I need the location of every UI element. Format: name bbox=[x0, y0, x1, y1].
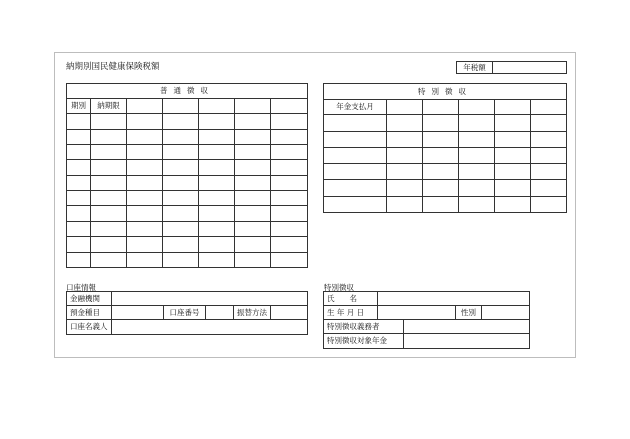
special-cell[interactable] bbox=[495, 180, 531, 196]
ordinary-cell[interactable] bbox=[127, 114, 163, 129]
special-cell[interactable] bbox=[459, 115, 495, 131]
ordinary-cell[interactable] bbox=[199, 237, 235, 252]
name-label: 氏 名 bbox=[324, 292, 378, 306]
special-row bbox=[324, 115, 567, 131]
ordinary-row bbox=[67, 160, 308, 175]
ordinary-cell[interactable] bbox=[67, 221, 91, 236]
special-cell[interactable] bbox=[324, 131, 387, 147]
special-cell[interactable] bbox=[324, 147, 387, 163]
ordinary-row bbox=[67, 175, 308, 190]
sex-label: 性別 bbox=[456, 306, 482, 320]
ordinary-cell[interactable] bbox=[235, 221, 271, 236]
ordinary-cell[interactable] bbox=[163, 206, 199, 221]
special-row bbox=[324, 147, 567, 163]
ordinary-cell[interactable] bbox=[235, 129, 271, 144]
special-cell[interactable] bbox=[324, 196, 387, 212]
special-header-cell bbox=[387, 99, 423, 115]
special-cell[interactable] bbox=[531, 180, 567, 196]
special-cell[interactable] bbox=[423, 147, 459, 163]
account-number-label: 口座番号 bbox=[164, 306, 206, 320]
annual-tax-value[interactable] bbox=[493, 62, 567, 74]
ordinary-cell[interactable] bbox=[235, 144, 271, 159]
dob-label: 生 年 月 日 bbox=[324, 306, 378, 320]
ordinary-cell[interactable] bbox=[199, 114, 235, 129]
ordinary-row bbox=[67, 129, 308, 144]
ordinary-cell[interactable] bbox=[127, 129, 163, 144]
ordinary-cell[interactable] bbox=[127, 206, 163, 221]
special-header-row bbox=[324, 99, 567, 115]
ordinary-row bbox=[67, 221, 308, 236]
special-header-cell bbox=[423, 99, 459, 115]
annual-tax-box bbox=[456, 61, 567, 74]
special-cell[interactable] bbox=[423, 196, 459, 212]
ordinary-cell[interactable] bbox=[67, 252, 91, 268]
ordinary-cell[interactable] bbox=[163, 237, 199, 252]
ordinary-cell[interactable] bbox=[163, 175, 199, 190]
ordinary-cell[interactable] bbox=[271, 252, 308, 268]
ordinary-cell[interactable] bbox=[67, 191, 91, 206]
deposit-type-label: 預金種目 bbox=[67, 306, 112, 320]
ordinary-cell[interactable] bbox=[163, 221, 199, 236]
special-cell[interactable] bbox=[387, 115, 423, 131]
special-info-section-title: 特別徴収 bbox=[324, 283, 354, 292]
account-info-table bbox=[66, 291, 308, 335]
ordinary-cell[interactable] bbox=[271, 160, 308, 175]
ordinary-cell[interactable] bbox=[163, 191, 199, 206]
ordinary-header-cell: 期別 bbox=[67, 99, 91, 114]
ordinary-cell[interactable] bbox=[67, 206, 91, 221]
ordinary-cell[interactable] bbox=[127, 221, 163, 236]
ordinary-cell[interactable] bbox=[91, 114, 127, 129]
special-header-cell bbox=[531, 99, 567, 115]
ordinary-cell[interactable] bbox=[91, 206, 127, 221]
ordinary-header-cell bbox=[271, 99, 308, 114]
account-number-value[interactable] bbox=[206, 306, 234, 320]
ordinary-cell[interactable] bbox=[235, 160, 271, 175]
ordinary-collection-table bbox=[66, 83, 308, 268]
ordinary-cell[interactable] bbox=[91, 221, 127, 236]
ordinary-cell[interactable] bbox=[199, 221, 235, 236]
ordinary-cell[interactable] bbox=[199, 144, 235, 159]
ordinary-cell[interactable] bbox=[199, 160, 235, 175]
special-cell[interactable] bbox=[387, 164, 423, 180]
special-cell[interactable] bbox=[387, 147, 423, 163]
obligor-value[interactable] bbox=[404, 320, 530, 334]
special-cell[interactable] bbox=[531, 115, 567, 131]
ordinary-cell[interactable] bbox=[199, 191, 235, 206]
ordinary-cell[interactable] bbox=[91, 252, 127, 268]
ordinary-row bbox=[67, 114, 308, 129]
special-cell[interactable] bbox=[495, 196, 531, 212]
annual-tax-label: 年税額 bbox=[457, 62, 493, 74]
ordinary-cell[interactable] bbox=[163, 114, 199, 129]
ordinary-row bbox=[67, 144, 308, 159]
ordinary-cell[interactable] bbox=[199, 175, 235, 190]
special-cell[interactable] bbox=[324, 164, 387, 180]
special-cell[interactable] bbox=[459, 164, 495, 180]
special-cell[interactable] bbox=[387, 196, 423, 212]
special-header-cell bbox=[459, 99, 495, 115]
special-cell[interactable] bbox=[324, 180, 387, 196]
ordinary-cell[interactable] bbox=[235, 237, 271, 252]
special-cell[interactable] bbox=[387, 180, 423, 196]
special-cell[interactable] bbox=[495, 164, 531, 180]
special-cell[interactable] bbox=[423, 164, 459, 180]
special-header-cell: 年金支払月 bbox=[324, 99, 387, 115]
ordinary-row bbox=[67, 252, 308, 268]
ordinary-cell[interactable] bbox=[199, 206, 235, 221]
ordinary-cell[interactable] bbox=[91, 191, 127, 206]
ordinary-header-cell bbox=[127, 99, 163, 114]
ordinary-cell[interactable] bbox=[127, 237, 163, 252]
sex-value[interactable] bbox=[482, 306, 530, 320]
ordinary-cell[interactable] bbox=[271, 221, 308, 236]
ordinary-cell[interactable] bbox=[127, 144, 163, 159]
special-row bbox=[324, 131, 567, 147]
special-row bbox=[324, 196, 567, 212]
ordinary-cell[interactable] bbox=[271, 191, 308, 206]
ordinary-header-cell bbox=[199, 99, 235, 114]
target-pension-label: 特別徴収対象年金 bbox=[324, 334, 404, 349]
account-section-title: 口座情報 bbox=[66, 283, 96, 292]
ordinary-cell[interactable] bbox=[163, 144, 199, 159]
special-info-table bbox=[323, 291, 530, 349]
ordinary-cell[interactable] bbox=[91, 160, 127, 175]
dob-value[interactable] bbox=[378, 306, 456, 320]
ordinary-cell[interactable] bbox=[127, 191, 163, 206]
obligor-label: 特別徴収義務者 bbox=[324, 320, 404, 334]
name-value[interactable] bbox=[378, 292, 530, 306]
ordinary-header-row bbox=[67, 99, 308, 114]
ordinary-cell[interactable] bbox=[235, 175, 271, 190]
special-cell[interactable] bbox=[531, 131, 567, 147]
special-row bbox=[324, 180, 567, 196]
ordinary-cell[interactable] bbox=[271, 129, 308, 144]
transfer-method-label: 振替方法 bbox=[234, 306, 271, 320]
ordinary-cell[interactable] bbox=[127, 160, 163, 175]
ordinary-row bbox=[67, 206, 308, 221]
ordinary-cell[interactable] bbox=[67, 129, 91, 144]
target-pension-value[interactable] bbox=[404, 334, 530, 349]
transfer-method-value[interactable] bbox=[271, 306, 308, 320]
ordinary-cell[interactable] bbox=[235, 252, 271, 268]
special-cell[interactable] bbox=[459, 147, 495, 163]
form-title: 納期別国民健康保険税額 bbox=[66, 62, 160, 72]
ordinary-cell[interactable] bbox=[127, 252, 163, 268]
special-cell[interactable] bbox=[495, 147, 531, 163]
ordinary-cell[interactable] bbox=[271, 237, 308, 252]
account-holder-label: 口座名義人 bbox=[67, 320, 112, 335]
ordinary-cell[interactable] bbox=[67, 144, 91, 159]
ordinary-cell[interactable] bbox=[91, 237, 127, 252]
ordinary-cell[interactable] bbox=[91, 175, 127, 190]
ordinary-cell[interactable] bbox=[67, 160, 91, 175]
ordinary-cell[interactable] bbox=[235, 206, 271, 221]
ordinary-cell[interactable] bbox=[91, 144, 127, 159]
special-collection-table bbox=[323, 83, 567, 213]
ordinary-cell[interactable] bbox=[163, 129, 199, 144]
special-cell[interactable] bbox=[387, 131, 423, 147]
ordinary-cell[interactable] bbox=[199, 129, 235, 144]
special-cell[interactable] bbox=[423, 115, 459, 131]
special-cell[interactable] bbox=[459, 180, 495, 196]
special-row bbox=[324, 164, 567, 180]
special-cell[interactable] bbox=[495, 115, 531, 131]
special-cell[interactable] bbox=[423, 180, 459, 196]
ordinary-cell[interactable] bbox=[67, 114, 91, 129]
ordinary-cell[interactable] bbox=[271, 206, 308, 221]
special-cell[interactable] bbox=[459, 131, 495, 147]
special-header-cell bbox=[495, 99, 531, 115]
ordinary-cell[interactable] bbox=[127, 175, 163, 190]
bank-value[interactable] bbox=[112, 292, 308, 306]
special-cell[interactable] bbox=[495, 131, 531, 147]
ordinary-cell[interactable] bbox=[163, 252, 199, 268]
ordinary-cell[interactable] bbox=[271, 175, 308, 190]
deposit-type-value[interactable] bbox=[112, 306, 164, 320]
ordinary-cell[interactable] bbox=[271, 114, 308, 129]
special-heading: 特別徴収 bbox=[324, 84, 567, 100]
special-cell[interactable] bbox=[531, 147, 567, 163]
ordinary-cell[interactable] bbox=[235, 191, 271, 206]
ordinary-cell[interactable] bbox=[67, 237, 91, 252]
ordinary-header-cell: 納期限 bbox=[91, 99, 127, 114]
special-cell[interactable] bbox=[531, 164, 567, 180]
ordinary-cell[interactable] bbox=[67, 175, 91, 190]
special-cell[interactable] bbox=[459, 196, 495, 212]
bank-label: 金融機関 bbox=[67, 292, 112, 306]
special-cell[interactable] bbox=[531, 196, 567, 212]
special-cell[interactable] bbox=[423, 131, 459, 147]
ordinary-cell[interactable] bbox=[199, 252, 235, 268]
ordinary-cell[interactable] bbox=[91, 129, 127, 144]
special-cell[interactable] bbox=[324, 115, 387, 131]
ordinary-cell[interactable] bbox=[271, 144, 308, 159]
account-holder-value[interactable] bbox=[112, 320, 308, 335]
ordinary-row bbox=[67, 237, 308, 252]
ordinary-header-cell bbox=[163, 99, 199, 114]
ordinary-header-cell bbox=[235, 99, 271, 114]
ordinary-cell[interactable] bbox=[163, 160, 199, 175]
ordinary-row bbox=[67, 191, 308, 206]
ordinary-heading: 普通徴収 bbox=[67, 84, 308, 99]
ordinary-cell[interactable] bbox=[235, 114, 271, 129]
